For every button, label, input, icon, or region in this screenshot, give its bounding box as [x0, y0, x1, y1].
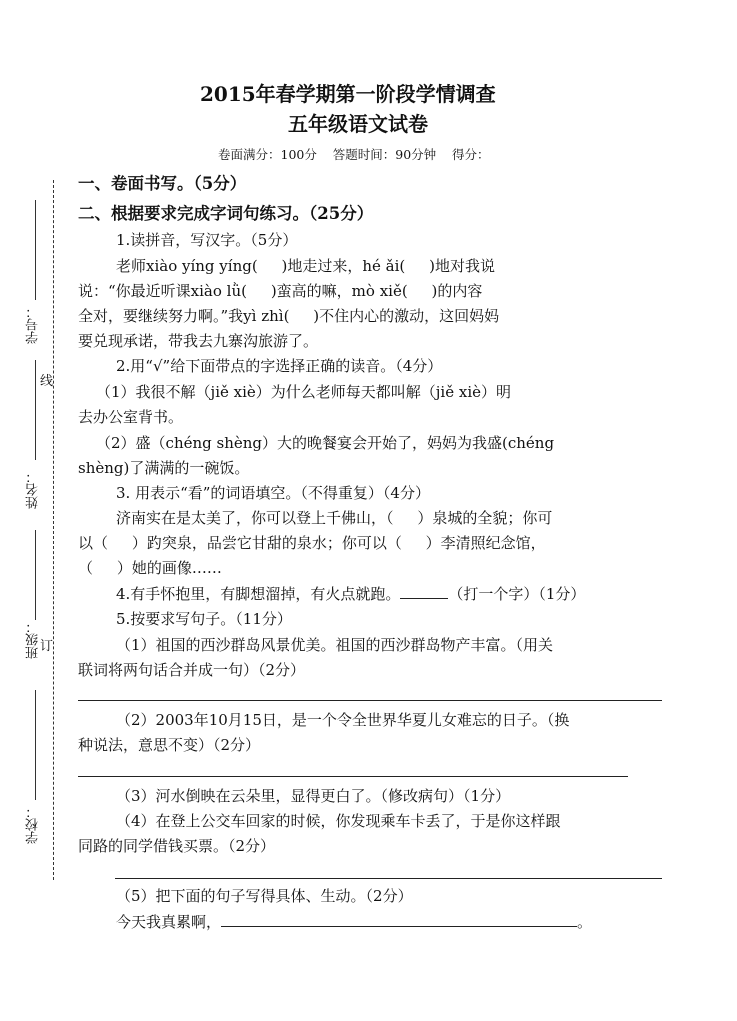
bind-marker: 订 — [40, 639, 54, 654]
q2-item-1-line-2: 去办公室背书。 — [78, 408, 184, 426]
question-3: 3. 用表示“看”的词语填空。（不得重复）（4分） — [116, 484, 430, 502]
q5-item-5-answer-blank[interactable] — [221, 926, 577, 927]
binding-dashed-line — [53, 180, 54, 880]
q5-item-1-line-1: （1）祖国的西沙群岛风景优美。祖国的西沙群岛物产丰富。（用关 — [116, 636, 554, 654]
line-marker: 线 — [40, 374, 54, 389]
question-4-text: 4.有手怀抱里，有脚想溜掉，有火点就跑。 — [116, 585, 401, 603]
question-4-points: （打一个字）（1分） — [448, 585, 586, 603]
class-label: 班级： — [26, 620, 41, 659]
question-4 — [116, 583, 585, 604]
exam-subtitle: 五年级语文试卷 — [288, 112, 428, 136]
student-id-label: 学号： — [26, 305, 41, 344]
q5-item-1-answer-line[interactable] — [78, 700, 662, 701]
q5-item-4-line-1: （4）在登上公交车回家的时候，你发现乘车卡丢了，于是你这样跟 — [116, 812, 561, 830]
q5-item-5-sentence — [116, 911, 592, 932]
q2-item-1-line-1: （1）我很不解（jiě xiè）为什么老师每天都叫解（jiě xiè）明 — [96, 383, 511, 401]
q3-text-line-2: 以（ ）趵突泉，品尝它甘甜的泉水；你可以（ ）李清照纪念馆， — [78, 534, 546, 552]
q5-item-5-period: 。 — [577, 913, 593, 931]
binding-line-3 — [35, 530, 36, 620]
q5-item-2-line-2: 种说法，意思不变）（2分） — [78, 736, 261, 754]
q5-item-4-line-2: 同路的同学借钱买票。（2分） — [78, 837, 276, 855]
binding-line-2 — [35, 360, 36, 460]
q5-item-5-sentence-text: 今天我真累啊， — [116, 913, 222, 931]
binding-line-1 — [35, 200, 36, 300]
school-label: 学校： — [26, 805, 41, 844]
q5-item-5: （5）把下面的句子写得具体、生动。（2分） — [116, 887, 413, 905]
q1-text-line-3: 全对，要继续努力啊。”我yì zhì( )不住内心的激动，这回妈妈 — [78, 307, 500, 325]
question-1: 1.读拼音，写汉字。（5分） — [116, 231, 298, 249]
exam-meta: 卷面满分：100分 答题时间：90分钟 得分： — [218, 147, 490, 162]
q2-item-2-line-2: shèng)了满满的一碗饭。 — [78, 459, 250, 477]
q3-text-line-3: （ ）她的画像…… — [78, 559, 222, 577]
exam-title: 2015年春学期第一阶段学情调查 — [200, 82, 496, 106]
section-two-heading: 二、根据要求完成字词句练习。（25分） — [78, 204, 374, 223]
q3-text-line-1: 济南实在是太美了，你可以登上千佛山，（ ）泉城的全貌；你可 — [116, 509, 553, 527]
binding-line-4 — [35, 690, 36, 800]
q1-text-line-2: 说：“你最近听课xiào lǜ( )蛮高的嘛，mò xiě( )的内容 — [78, 282, 483, 300]
question-2: 2.用“√”给下面带点的字选择正确的读音。（4分） — [116, 357, 443, 375]
q2-item-2-line-1: （2）盛（chéng shèng）大的晚餐宴会开始了，妈妈为我盛(chéng — [96, 434, 555, 452]
q5-item-4-answer-line[interactable] — [115, 878, 662, 879]
q5-item-2-answer-line[interactable] — [78, 776, 628, 777]
name-label: 姓名： — [26, 470, 41, 509]
q5-item-1-line-2: 联词将两句话合并成一句）（2分） — [78, 661, 306, 679]
q5-item-2-line-1: （2）2003年10月15日，是一个令全世界华夏儿女难忘的日子。（换 — [116, 711, 570, 729]
question-5: 5.按要求写句子。（11分） — [116, 610, 292, 628]
question-4-answer-blank[interactable] — [400, 598, 448, 599]
q5-item-3: （3）河水倒映在云朵里，显得更白了。（修改病句）（1分） — [116, 787, 511, 805]
q1-text-line-1: 老师xiào yíng yíng( )地走过来，hé ǎi( )地对我说 — [116, 257, 495, 275]
section-one-heading: 一、卷面书写。（5分） — [78, 174, 247, 193]
q1-text-line-4: 要兑现承诺，带我去九寨沟旅游了。 — [78, 332, 319, 350]
